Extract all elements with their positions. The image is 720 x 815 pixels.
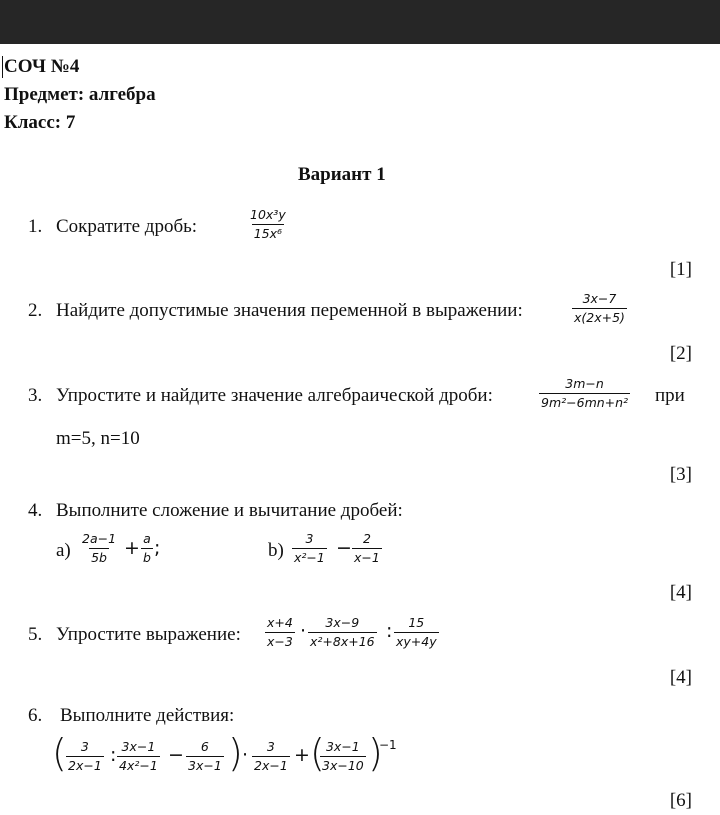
task-1-text: Сократите дробь: xyxy=(56,216,198,237)
task-4-score: [4] xyxy=(669,582,692,603)
fraction-numerator: 3 xyxy=(305,531,314,546)
fraction-denominator: b xyxy=(143,550,151,565)
task-6-score: [6] xyxy=(669,790,692,811)
task-6-fraction-2 xyxy=(117,740,160,773)
task-5-number: 5. xyxy=(28,624,43,645)
task-4-text: Выполните сложение и вычитание дробей: xyxy=(56,500,403,521)
plus-operator: + xyxy=(124,537,140,559)
fraction-denominator: 4x²−1 xyxy=(119,758,158,773)
fraction-numerator: x+4 xyxy=(267,615,293,630)
task-6-fraction-1 xyxy=(66,740,104,773)
semicolon: ; xyxy=(154,537,161,559)
fraction-denominator: 2x−1 xyxy=(254,758,288,773)
task-1-score: [1] xyxy=(669,259,692,280)
task-5-fraction-1 xyxy=(265,616,295,649)
variant-heading: Вариант 1 xyxy=(298,164,386,185)
fraction-numerator: 2 xyxy=(362,531,371,546)
right-paren: ) xyxy=(228,731,243,775)
minus-operator: − xyxy=(336,537,352,559)
task-6-fraction-3 xyxy=(186,740,224,773)
fraction-numerator: 10x³y xyxy=(250,207,286,222)
fraction-denominator: 2x−1 xyxy=(68,758,102,773)
fraction-denominator: 9m²−6mn+n² xyxy=(541,395,629,410)
divide-operator: : xyxy=(386,620,393,642)
task-4-number: 4. xyxy=(28,500,43,521)
task-4b-fraction-2 xyxy=(352,532,382,565)
doc-title: СОЧ №4 xyxy=(4,56,80,77)
fraction-denominator: x²−1 xyxy=(294,550,325,565)
task-4a-fraction-2 xyxy=(141,532,153,565)
multiply-operator: · xyxy=(242,744,249,766)
text-cursor xyxy=(2,56,3,78)
task-4b-fraction-1 xyxy=(292,532,327,565)
fraction-denominator: 3x−10 xyxy=(322,758,364,773)
task-2-score: [2] xyxy=(669,343,692,364)
fraction-numerator: 2a−1 xyxy=(82,531,117,546)
top-dark-bar xyxy=(0,0,720,44)
left-paren: ( xyxy=(52,731,67,775)
fraction-denominator: 3x−1 xyxy=(188,758,222,773)
divide-operator: : xyxy=(110,744,117,766)
fraction-numerator: a xyxy=(143,531,151,546)
task-1-number: 1. xyxy=(28,216,43,237)
fraction-denominator: 15x⁶ xyxy=(253,226,283,241)
fraction-numerator: 3m−n xyxy=(565,376,604,391)
task-5-fraction-2 xyxy=(308,616,377,649)
fraction-numerator: 3x−9 xyxy=(325,615,360,630)
task-4b-label: b) xyxy=(268,540,284,561)
fraction-numerator: 15 xyxy=(408,615,425,630)
task-3-tail: при xyxy=(655,385,685,406)
fraction-numerator: 3 xyxy=(266,739,275,754)
fraction-numerator: 3x−7 xyxy=(582,291,617,306)
multiply-operator: · xyxy=(300,620,307,642)
fraction-denominator: x−1 xyxy=(354,550,380,565)
task-4a-fraction-1 xyxy=(80,532,118,565)
fraction-numerator: 6 xyxy=(200,739,209,754)
task-2-number: 2. xyxy=(28,300,43,321)
fraction-denominator: xy+4y xyxy=(396,634,437,649)
task-3-values: m=5, n=10 xyxy=(56,428,140,449)
fraction-numerator: 3x−1 xyxy=(121,739,156,754)
task-1-fraction xyxy=(248,208,288,241)
fraction-numerator: 3x−1 xyxy=(325,739,360,754)
fraction-denominator: 5b xyxy=(91,550,107,565)
task-5-text: Упростите выражение: xyxy=(56,624,241,645)
task-6-text: Выполните действия: xyxy=(60,705,235,726)
task-6-fraction-4 xyxy=(252,740,290,773)
right-paren-2: ) xyxy=(368,731,383,775)
task-3-number: 3. xyxy=(28,385,43,406)
doc-grade: Класс: 7 xyxy=(4,112,76,133)
task-3-score: [3] xyxy=(669,464,692,485)
task-6-number: 6. xyxy=(28,705,43,726)
plus-operator: + xyxy=(294,744,310,766)
task-6-fraction-5 xyxy=(320,740,366,773)
task-4a-label: a) xyxy=(56,540,71,561)
fraction-numerator: 3 xyxy=(80,739,89,754)
minus-operator: − xyxy=(168,744,184,766)
fraction-denominator: x−3 xyxy=(267,634,293,649)
task-5-score: [4] xyxy=(669,667,692,688)
left-paren-2: ( xyxy=(310,731,325,775)
exponent: −1 xyxy=(379,738,397,752)
task-3-fraction xyxy=(539,377,630,410)
fraction-denominator: x²+8x+16 xyxy=(310,634,375,649)
task-2-fraction xyxy=(572,292,627,325)
task-3-text: Упростите и найдите значение алгебраической дроби: xyxy=(56,385,493,406)
task-2-text: Найдите допустимые значения переменной в выражении: xyxy=(56,300,523,321)
doc-subject: Предмет: алгебра xyxy=(4,84,156,105)
fraction-denominator: x(2x+5) xyxy=(574,310,625,325)
task-5-fraction-3 xyxy=(394,616,439,649)
